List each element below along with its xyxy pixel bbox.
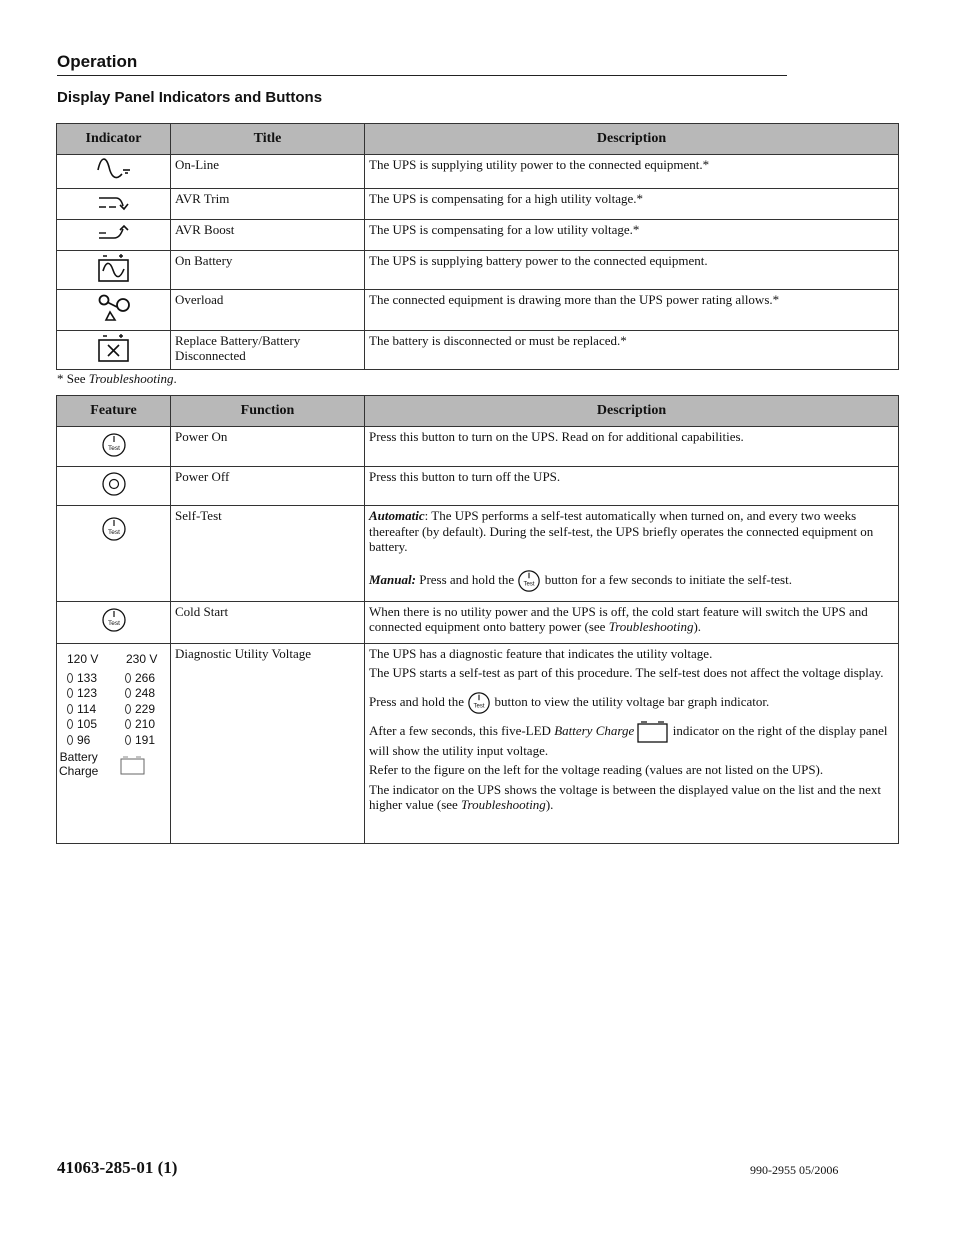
svg-text:Test: Test [107,529,120,536]
led-icon [67,688,73,698]
subsection-title: Display Panel Indicators and Buttons [57,89,323,106]
test-button-icon [467,691,491,715]
feature-description: When there is no utility power and the UPS is off, the cold start feature will switch the UPS and connected equipment onto battery power (see Troubleshooting). [365,601,899,643]
feature-description: The UPS has a diagnostic feature that indicates the utility voltage. The UPS starts a self-test as part of this procedure. The self-test does not affect the voltage display. Press and hold the Test button to view the utility voltage bar graph indicator. After a few seconds, this five-LED Battery Charge indicator on the right of the display panel will show the utility input voltage. Refer to the figure on the left for the voltage reading (values are not listed on the UPS). The indicator on the UPS shows the voltage is between the displayed value on the list and the next higher value (see Troubleshooting). [365,643,899,843]
features-table [56,395,899,844]
voltage-column-header: 230 V [126,651,158,666]
voltage-led-row: 105 [67,717,97,733]
column-header: Description [365,124,899,155]
table-row [57,155,899,189]
table-row [57,251,899,290]
indicator-title: On-Line [171,155,365,189]
indicator-title: AVR Boost [171,220,365,251]
led-icon [67,719,73,729]
column-header: Description [365,396,899,427]
indicator-description: The battery is disconnected or must be replaced.* [365,330,899,369]
led-icon [125,688,131,698]
column-header: Indicator [57,124,171,155]
avr-trim-icon [96,191,132,213]
voltage-led-row: 123 [67,686,97,702]
indicator-description: The UPS is supplying battery power to the connected equipment. [365,251,899,290]
indicator-description: The UPS is supplying utility power to the connected equipment.* [365,155,899,189]
feature-function: Power On [171,427,365,467]
voltage-led-row: 229 [125,702,155,718]
indicators-table [56,123,899,370]
feature-function: Power Off [171,467,365,506]
table-row [57,289,899,330]
led-icon [125,719,131,729]
voltage-led-row: 191 [125,733,155,749]
footnote: * See Troubleshooting. [57,371,177,386]
indicator-title: AVR Trim [171,189,365,220]
indicator-title: Overload [171,289,365,330]
voltage-led-row: 266 [125,671,155,687]
table-header-row [57,124,899,155]
feature-function: Diagnostic Utility Voltage [171,643,365,843]
power-test-button-icon [101,432,127,458]
voltage-led-row: 96 [67,733,90,749]
table-row [57,220,899,251]
battery-charge-reference: Battery Charge [554,722,635,738]
sine-wave-icon [96,158,132,182]
automatic-label: Automatic [369,508,425,523]
indicator-description: The UPS is compensating for a high utility voltage.* [365,189,899,220]
table-row [57,601,899,643]
column-header: Feature [57,396,171,427]
troubleshooting-reference: Troubleshooting [461,797,546,812]
led-icon [67,673,73,683]
table-row [57,427,899,467]
battery-charge-icon [120,756,146,776]
svg-text:Test: Test [107,444,120,452]
indicator-description: The connected equipment is drawing more than the UPS power rating allows.* [365,289,899,330]
led-icon [125,704,131,714]
voltage-led-row: 114 [67,702,96,718]
svg-text:Test: Test [107,620,120,628]
led-icon [125,673,131,683]
table-header-row [57,396,899,427]
test-button-icon [517,569,541,593]
voltage-column-header: 120 V [67,651,99,666]
table-row [57,506,899,602]
manual-label: Manual: [369,571,416,587]
document-number: 41063-285-01 (1) [57,1158,178,1177]
battery-sine-icon [97,253,131,283]
svg-text:Test: Test [523,581,535,588]
column-header: Title [171,124,365,155]
indicator-title: Replace Battery/Battery Disconnected [171,330,365,369]
section-title: Operation [57,52,787,76]
voltage-led-row: 210 [125,717,155,733]
document-reference: 990-2955 05/2006 [750,1163,839,1177]
led-icon [125,735,131,745]
table-row [57,467,899,506]
feature-description: Press this button to turn on the UPS. Read on for additional capabilities. [365,427,899,467]
troubleshooting-reference: Troubleshooting [608,619,694,634]
feature-function: Self-Test [171,506,365,602]
column-header: Function [171,396,365,427]
battery-charge-icon [637,721,669,743]
table-row [57,330,899,369]
battery-x-icon [97,333,131,363]
power-off-button-icon [101,471,127,497]
overload-icon [96,292,132,324]
table-row [57,643,899,843]
avr-boost-icon [96,222,132,244]
led-icon [67,735,73,745]
feature-function: Cold Start [171,601,365,643]
test-button-icon [101,607,127,633]
voltage-figure [59,648,169,778]
feature-description: Press this button to turn off the UPS. [365,467,899,506]
table-row [57,189,899,220]
voltage-led-row: 133 [67,671,97,687]
indicator-description: The UPS is compensating for a low utility voltage.* [365,220,899,251]
led-icon [67,704,73,714]
troubleshooting-reference: Troubleshooting [88,371,174,386]
svg-text:Test: Test [473,703,485,710]
battery-charge-label: Battery Charge [59,749,99,778]
test-button-icon [101,516,127,542]
indicator-title: On Battery [171,251,365,290]
voltage-led-row: 248 [125,686,155,702]
feature-description: Automatic: The UPS performs a self-test automatically when turned on, and every two weeks thereafter (by default). During the self-test, the UPS briefly operates the connected equipment on battery. Manual: Press and hold the Test button for a few seconds to initiate the self-test. [365,506,899,602]
